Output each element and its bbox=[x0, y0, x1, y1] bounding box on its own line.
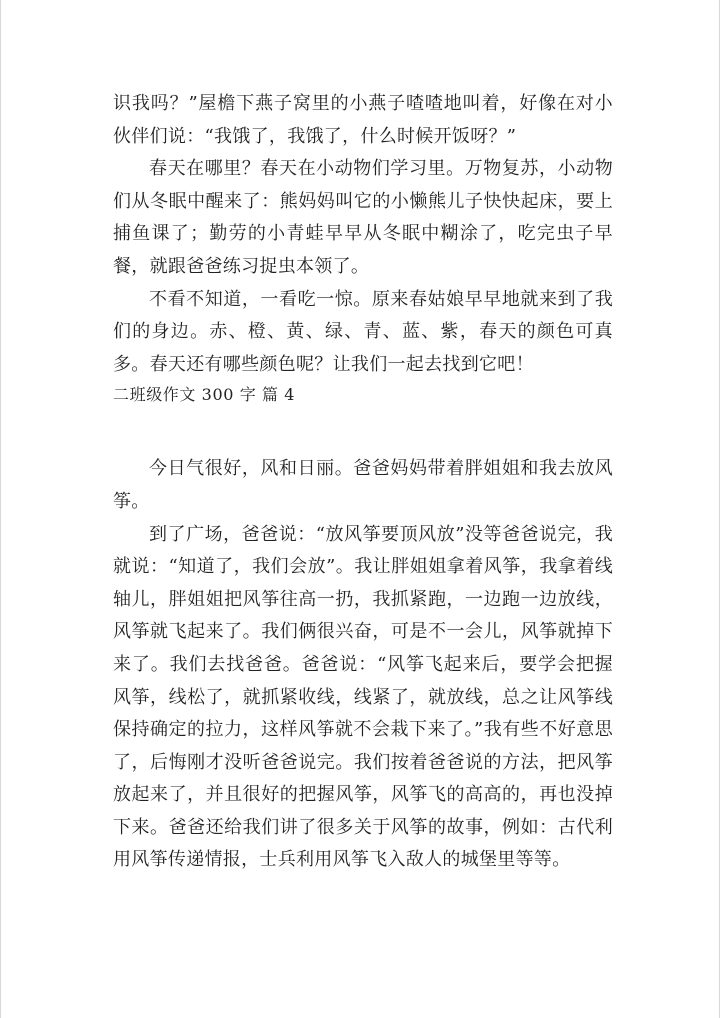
paragraph-weather: 今日气很好，风和日丽。爸爸妈妈带着胖姐姐和我去放风筝。 bbox=[113, 458, 613, 512]
section-heading: 二班级作文 300 字 篇 4 bbox=[113, 385, 296, 405]
paragraph-animals: 春天在哪里？春天在小动物们学习里。万物复苏，小动物们从冬眠中醒来了：熊妈妈叫它的小懒熊儿子快快起床，要上捕鱼课了；勤劳的小青蛙早早从冬眠中糊涂了，吃完虫子早餐，就跟爸爸练习捉虫本领了。 bbox=[113, 158, 613, 277]
section-gap bbox=[113, 409, 613, 453]
paragraph-kite-story: 到了广场，爸爸说：“放风筝要顶风放”没等爸爸说完，我就说：“知道了，我们会放”。我让胖姐姐拿着风筝，我拿着线轴儿，胖姐姐把风筝往高一扔，我抓紧跑，一边跑一边放线，风筝就飞起来了。我们俩很兴奋，可是不一会儿，风筝就掉下来了。我们去找爸爸。爸爸说：“风筝飞起来后，要学会把握风筝，线松了，就抓紧收线，线紧了，就放线，总之让风筝线保持确定的拉力，这样风筝就不会栽下来了。”我有些不好意思了，后悔刚才没听爸爸说完。我们按着爸爸说的方法，把风筝放起来了，并且很好的把握风筝，风筝飞的高高的，再也没掉下来。爸爸还给我们讲了很多关于风筝的故事，例如：古代利用风筝传递情报，士兵利用风筝飞入敌人的城堡里等等。 bbox=[113, 523, 613, 871]
paragraph-colors: 不看不知道，一看吃一惊。原来春姑娘早早地就来到了我们的身边。赤、橙、黄、绿、青、蓝、紫，春天的颜色可真多。春天还有哪些颜色呢？让我们一起去找到它吧！ bbox=[113, 288, 613, 375]
document-body bbox=[113, 88, 613, 877]
paragraph-continued: 识我吗？”屋檐下燕子窝里的小燕子喳喳地叫着，好像在对小伙伴们说：“我饿了，我饿了，什么时候开饭呀？” bbox=[113, 93, 613, 147]
